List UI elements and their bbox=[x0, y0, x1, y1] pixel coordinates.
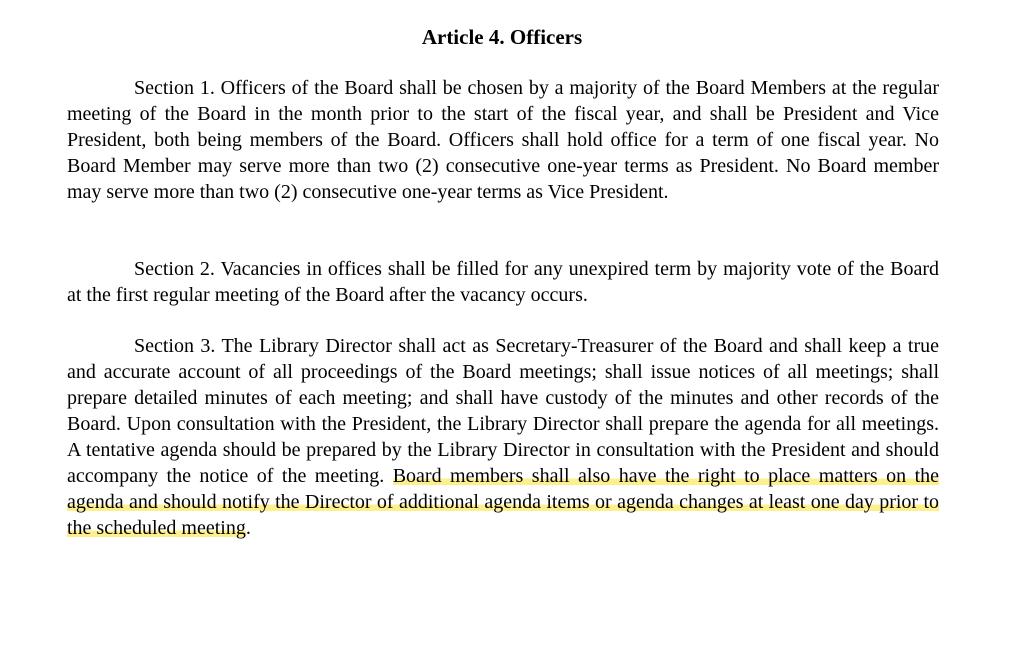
section-3-text: Section 3. The Library Director shall act as Secretary-Treasurer of the Board and shall keep a true and accurate account of all proceedings of the Board meetings; shall issue notices of all meetings; shall prepare detailed minutes of each meeting; and shall have custody of the minutes and other records of the Board. Upon consultation with the President, the Library Director shall prepare the agenda for all meetings. A tentative agenda should be prepared by the Library Director in consultation with the President and should accompany the notice of the meeting. bbox=[67, 335, 939, 487]
section-2-paragraph bbox=[67, 256, 939, 308]
section-3-trailing-text: . bbox=[245, 517, 251, 539]
highlighted-passage: Board members shall also have the right to place matters on the agenda and should notify the Director of additional agenda items or agenda changes at least one day prior to the scheduled meeting bbox=[67, 465, 939, 539]
section-2-text: Section 2. Vacancies in offices shall be filled for any unexpired term by majority vote of the Board at the first regular meeting of the Board after the vacancy occurs. bbox=[67, 258, 939, 306]
section-1-text: Section 1. Officers of the Board shall be chosen by a majority of the Board Members at the regular meeting of the Board in the month prior to the start of the fiscal year, and shall be President and Vice President, both being members of the Board. Officers shall hold office for a term of one fiscal year. No Board Member may serve more than two (2) consecutive one-year terms as President. No Board member may serve more than two (2) consecutive one-year terms as Vice President. bbox=[67, 77, 939, 203]
section-3-paragraph bbox=[67, 333, 939, 541]
section-1-paragraph bbox=[67, 75, 939, 205]
article-title: Article 4. Officers bbox=[421, 25, 583, 49]
